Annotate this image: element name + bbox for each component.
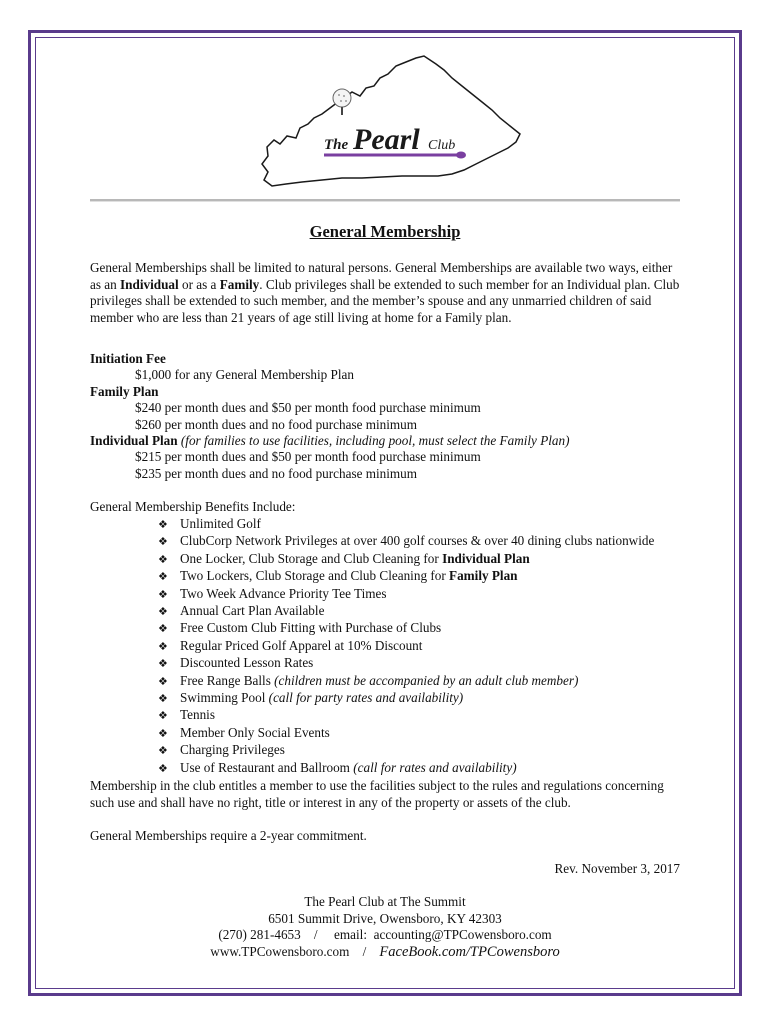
family-plan-label: Family Plan (90, 383, 159, 399)
benefit-item (158, 568, 654, 585)
footer-separator: / (349, 943, 380, 959)
diamond-bullet-icon: ❖ (158, 552, 168, 566)
benefit-item (158, 516, 654, 533)
benefit-item (158, 673, 654, 690)
individual-plan-note: (for families to use facilities, including pool, must select the Family Plan) (177, 433, 570, 449)
diamond-bullet-icon: ❖ (158, 726, 168, 740)
diamond-bullet-icon: ❖ (158, 761, 168, 775)
benefit-item (158, 603, 654, 620)
benefit-item (158, 760, 654, 777)
benefit-item (158, 707, 654, 724)
commitment-text: General Memberships require a 2-year commitment. (90, 828, 367, 843)
benefit-text: One Locker, Club Storage and Club Cleaning for (180, 550, 443, 566)
kentucky-map-golf-logo-icon (252, 52, 524, 194)
logo-the-text: The (324, 137, 349, 153)
logo-club-text: Club (428, 138, 456, 153)
benefit-item (158, 586, 654, 603)
intro-bold-family: Family (219, 276, 260, 292)
family-plan-line: $260 per month dues and no food purchase minimum (135, 416, 418, 432)
benefit-text: Free Custom Club Fitting with Purchase of Clubs (180, 620, 442, 636)
benefit-italic: (call for party rates and availability) (268, 690, 464, 706)
benefit-text: Regular Priced Golf Apparel at 10% Discount (180, 637, 423, 653)
intro-paragraph (90, 260, 682, 326)
individual-plan-line: $215 per month dues and $50 per month food purchase minimum (135, 449, 481, 465)
individual-plan-line: $235 per month dues and no food purchase minimum (135, 465, 418, 481)
benefit-text: Discounted Lesson Rates (180, 655, 314, 671)
benefit-item (158, 620, 654, 637)
diamond-bullet-icon: ❖ (158, 657, 168, 671)
benefit-text: Charging Privileges (180, 742, 285, 758)
benefit-text: ClubCorp Network Privileges at over 400 golf courses & over 40 dining clubs nationwide (180, 533, 655, 549)
diamond-bullet-icon: ❖ (158, 709, 168, 723)
page-title: General Membership (309, 222, 461, 241)
initiation-fee-label: Initiation Fee (90, 351, 166, 366)
benefit-text: Swimming Pool (180, 690, 269, 706)
revision-date: Rev. November 3, 2017 (554, 861, 680, 876)
benefit-text: Tennis (180, 707, 215, 723)
benefit-text: Unlimited Golf (180, 516, 261, 531)
benefits-heading: General Membership Benefits Include: (90, 499, 296, 514)
footer-club-name: The Pearl Club at The Summit (304, 894, 466, 909)
benefit-item (158, 533, 654, 550)
diamond-bullet-icon: ❖ (158, 639, 168, 653)
diamond-bullet-icon: ❖ (158, 744, 168, 758)
benefit-text: Member Only Social Events (180, 724, 330, 740)
header-divider (90, 199, 680, 202)
footer-address: 6501 Summit Drive, Owensboro, KY 42303 (268, 910, 502, 926)
benefit-bold: Family Plan (449, 568, 518, 584)
benefit-text: Annual Cart Plan Available (180, 603, 325, 619)
benefit-italic: (children must be accompanied by an adult club member) (274, 672, 579, 688)
initiation-fee-line: $1,000 for any General Membership Plan (135, 367, 355, 383)
benefit-item (158, 725, 654, 742)
intro-text: . Club privileges shall be extended to such member for an Individual plan. Club privileges shall be extended to such member, and the member’s spouse and any unmarried children of said member who are less than 21 years of age still living at home for a Family plan. (90, 276, 680, 325)
benefit-bold: Individual Plan (442, 550, 530, 566)
footer-website-link[interactable]: www.TPCowensboro.com (210, 943, 350, 959)
diamond-bullet-icon: ❖ (158, 535, 168, 549)
diamond-bullet-icon: ❖ (158, 587, 168, 601)
logo-pearl-text: Pearl (353, 123, 420, 156)
diamond-bullet-icon: ❖ (158, 622, 168, 636)
pricing-section (90, 351, 690, 482)
diamond-bullet-icon: ❖ (158, 570, 168, 584)
benefit-text: Two Week Advance Priority Tee Times (180, 585, 387, 601)
benefit-text: Free Range Balls (180, 672, 275, 688)
closing-paragraph: Membership in the club entitles a member to use the facilities subject to the rules and regulations concerning such use and shall have no right, title or interest in any of the property or assets of the club. (90, 778, 664, 810)
individual-plan-label: Individual Plan (90, 433, 178, 449)
diamond-bullet-icon: ❖ (158, 518, 168, 531)
diamond-bullet-icon: ❖ (158, 674, 168, 688)
footer-contact: (270) 281-4653 / email: accounting@TPCowensboro.com (218, 927, 552, 943)
diamond-bullet-icon: ❖ (158, 692, 168, 706)
benefit-italic: (call for rates and availability) (353, 759, 517, 775)
benefit-item (158, 638, 654, 655)
benefit-item (158, 690, 654, 707)
diamond-bullet-icon: ❖ (158, 605, 168, 619)
benefit-item (158, 742, 654, 759)
intro-text: or as a (178, 276, 220, 292)
footer-facebook-link[interactable]: FaceBook.com/TPCowensboro (379, 943, 560, 960)
benefit-text: Two Lockers, Club Storage and Club Cleaning for (180, 568, 450, 584)
intro-text: General Memberships shall be limited to natural persons. General Memberships are available two ways, either as an (90, 260, 673, 292)
benefit-item (158, 551, 654, 568)
benefit-item (158, 655, 654, 672)
footer (0, 894, 770, 960)
family-plan-line: $240 per month dues and $50 per month food purchase minimum (135, 400, 481, 416)
pearl-club-logo (252, 52, 524, 194)
intro-bold-individual: Individual (120, 276, 179, 292)
benefits-list (158, 516, 654, 777)
benefit-text: Use of Restaurant and Ballroom (180, 759, 354, 775)
